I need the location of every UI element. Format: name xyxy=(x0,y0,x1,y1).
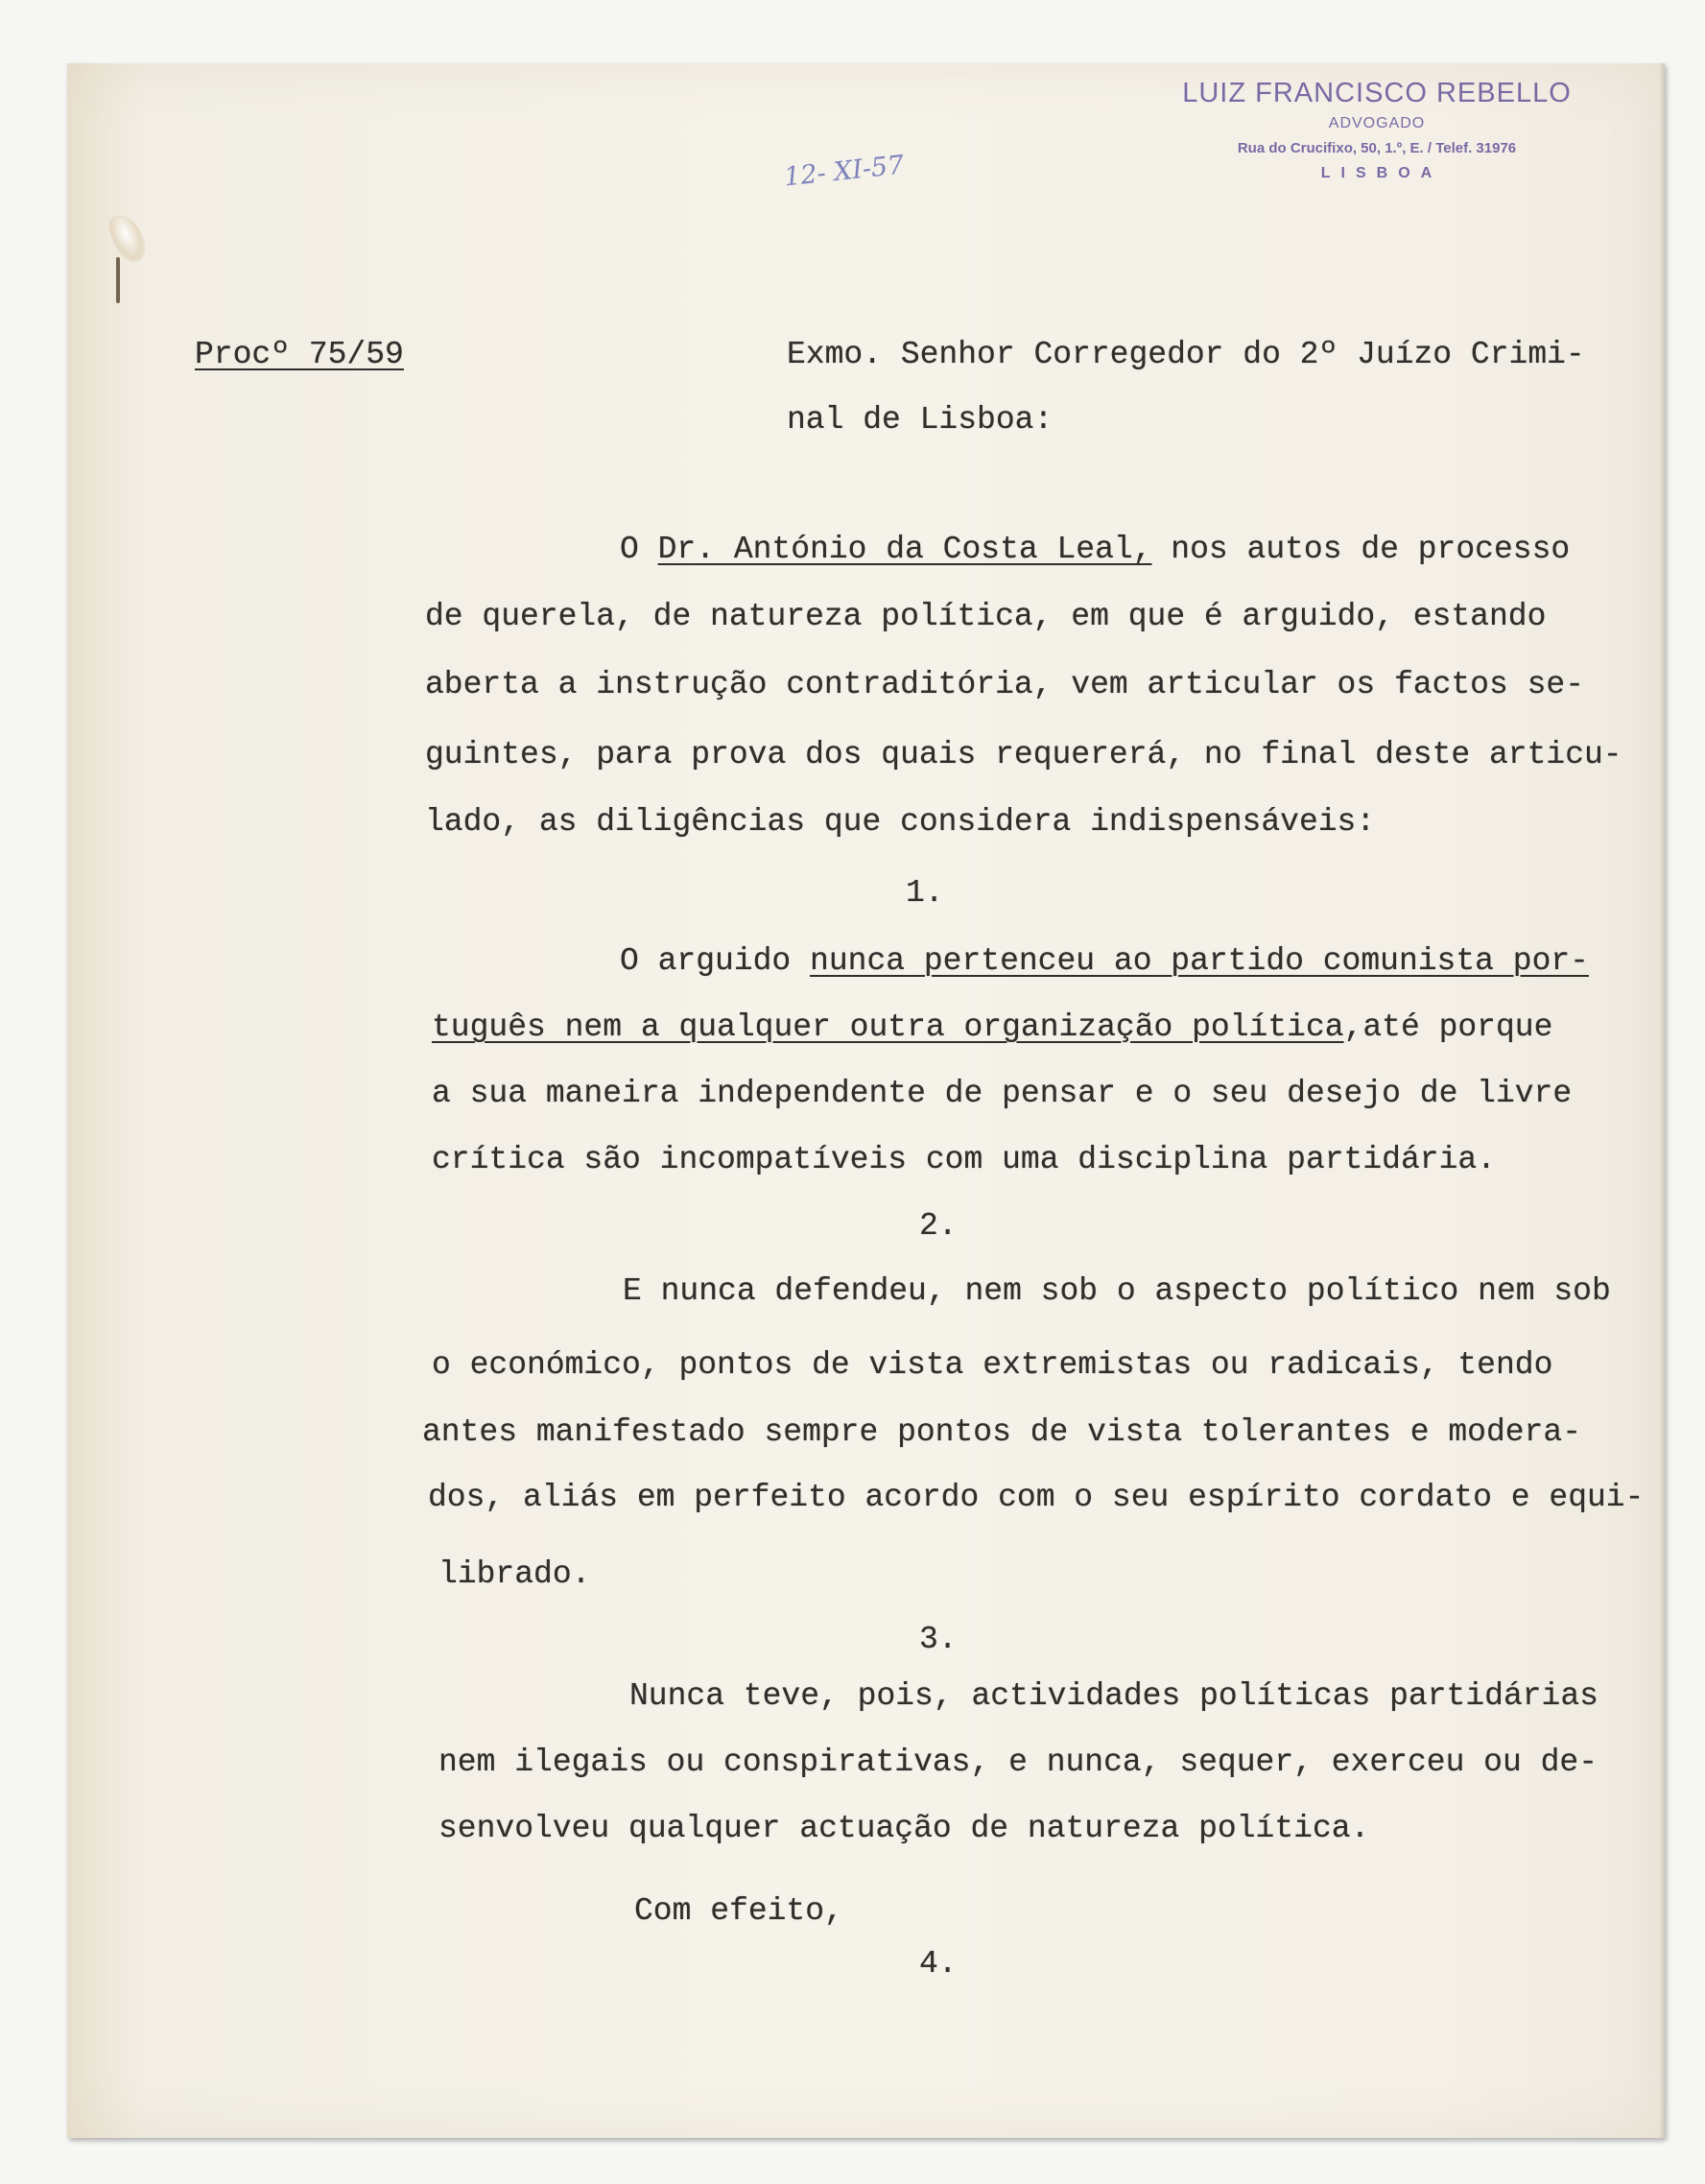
body-line xyxy=(432,1009,1552,1047)
text-segment: 2. xyxy=(919,1208,958,1244)
text-segment: de querela, de natureza política, em que é arguido, estando xyxy=(425,599,1547,634)
text-segment: o económico, pontos de vista extremistas ou radicais, tendo xyxy=(432,1347,1553,1383)
body-line xyxy=(620,531,1570,569)
body-line xyxy=(623,1272,1611,1311)
text-segment: aberta a instrução contraditória, vem articular os factos se- xyxy=(425,667,1584,702)
letterhead-city: LISBOA xyxy=(1320,165,1443,181)
text-segment: ,até porque xyxy=(1343,1009,1553,1045)
body-line xyxy=(432,1346,1552,1385)
text-segment: lado, as diligências que considera indispensáveis: xyxy=(425,804,1376,840)
body-line xyxy=(425,666,1584,704)
text-segment: Nunca teve, pois, actividades políticas partidárias xyxy=(629,1678,1598,1714)
letterhead-address: Rua do Crucifixo, 50, 1.º, E. / Telef. 31976 xyxy=(1237,140,1517,156)
body-line xyxy=(422,1413,1581,1452)
text-segment: crítica são incompatíveis com uma disciplina partidária. xyxy=(432,1142,1496,1177)
letterhead-title: ADVOGADO xyxy=(1328,115,1426,131)
text-segment: 1. xyxy=(906,875,944,911)
body-line xyxy=(425,803,1375,842)
text-segment: E nunca defendeu, nem sob o aspecto político nem sob xyxy=(623,1273,1611,1309)
letterhead-name: LUIZ FRANCISCO REBELLO xyxy=(1182,78,1572,108)
underlined-text: Dr. António da Costa Leal, xyxy=(657,532,1152,567)
text-segment: librado. xyxy=(438,1556,591,1592)
process-reference: Procº 75/59 xyxy=(195,337,404,372)
addressee-line-1: Exmo. Senhor Corregedor do 2º Juízo Crimi- xyxy=(787,337,1585,372)
underlined-text: tuguês nem a qualquer outra organização política xyxy=(432,1009,1344,1045)
body-line xyxy=(425,736,1622,774)
body-line xyxy=(438,1810,1369,1848)
body-line xyxy=(634,1892,843,1931)
text-segment: guintes, para prova dos quais requererá, no final deste articu- xyxy=(425,737,1622,772)
text-segment: senvolveu qualquer actuação de natureza política. xyxy=(438,1811,1370,1846)
body-line xyxy=(629,1677,1598,1716)
body-line xyxy=(438,1555,590,1594)
text-segment: nos autos de processo xyxy=(1151,532,1571,567)
text-segment: 4. xyxy=(919,1946,958,1982)
text-segment: a sua maneira independente de pensar e o seu desejo de livre xyxy=(432,1076,1573,1111)
text-segment: 3. xyxy=(919,1622,958,1657)
underlined-text: nunca pertenceu ao partido comunista por- xyxy=(810,943,1589,979)
body-line xyxy=(432,1141,1496,1179)
text-segment: antes manifestado sempre pontos de vista tolerantes e modera- xyxy=(422,1414,1581,1450)
text-segment: O xyxy=(620,532,658,567)
article-number xyxy=(919,1207,958,1246)
body-line xyxy=(428,1479,1644,1517)
article-number xyxy=(919,1945,958,1983)
article-number xyxy=(919,1621,958,1659)
body-line xyxy=(432,1075,1572,1113)
article-number xyxy=(906,874,944,913)
addressee-line-2: nal de Lisboa: xyxy=(787,402,1054,438)
text-segment: dos, aliás em perfeito acordo com o seu espírito cordato e equi- xyxy=(428,1480,1645,1515)
text-segment: Com efeito, xyxy=(634,1893,843,1929)
body-line xyxy=(438,1744,1598,1782)
body-line xyxy=(425,598,1546,636)
text-segment: O arguido xyxy=(620,943,811,979)
handwritten-date: 12- XI-57 xyxy=(782,150,906,193)
text-segment: nem ilegais ou conspirativas, e nunca, sequer, exerceu ou de- xyxy=(438,1745,1598,1780)
body-line xyxy=(620,942,1589,981)
